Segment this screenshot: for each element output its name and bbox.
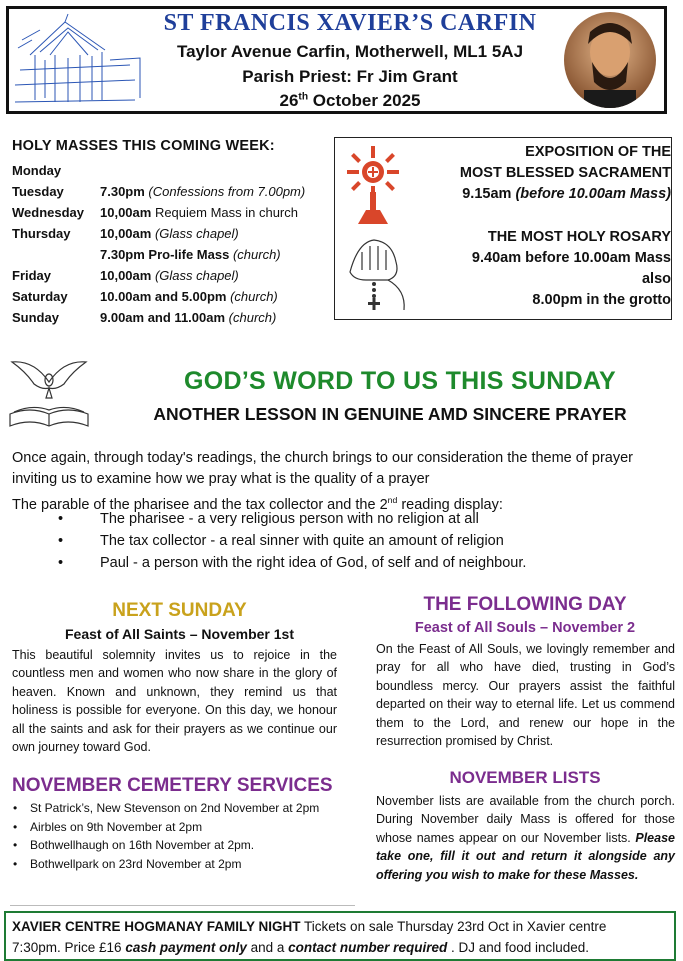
mass-row: [12, 289, 332, 309]
bullet-text: The pharisee - a very religious person with no religion at all: [100, 511, 479, 527]
divider: [10, 905, 355, 906]
next-sunday-text: This beautiful solemnity invites us to rejoice in the countless men and women who now share in the glory of heaven. Known and unknown, they remind us that holiness is possible for everyone. On this day, we honour all the saints and ask for their prayers as we continue our own journey toward God.: [12, 648, 337, 755]
mass-note: Requiem Mass in church: [154, 205, 298, 220]
following-day-subtitle: Feast of All Souls – November 2: [414, 620, 636, 636]
mass-day: Wednesday: [12, 205, 85, 220]
bullet-text: The tax collector - a real sinner with quite an amount of religion: [100, 533, 504, 549]
bulletin-date: [140, 91, 560, 111]
november-lists-text: [376, 792, 675, 884]
bullet-text: Paul - a person with the right idea of God, of self and of neighbour.: [100, 555, 527, 571]
bullet-dot: •: [58, 555, 64, 571]
exposition-line1: EXPOSITION OF THE: [525, 144, 671, 160]
mass-time: [100, 310, 276, 325]
mass-time: [100, 268, 239, 283]
mass-time: [100, 184, 305, 199]
bullet-dot: •: [58, 533, 64, 549]
mass-note: (Glass chapel): [154, 226, 239, 241]
parable-intro-end: reading display:: [397, 496, 503, 513]
parish-priest: Parish Priest: Fr Jim Grant: [242, 67, 458, 86]
mass-time-value: 7.30pm Pro-life Mass: [100, 247, 233, 262]
mass-time-value: 10,00am: [100, 205, 155, 220]
dove-bible-icon: [4, 352, 94, 434]
hogmanay-and: and a: [246, 940, 289, 955]
list-item: • Bothwellhaugh on 16th November at 2pm.: [12, 836, 352, 855]
hogmanay-price: 7:30pm. Price £16: [12, 940, 126, 955]
monstrance-icon: [344, 144, 402, 228]
mass-day: Tuesday: [12, 184, 64, 199]
exposition-time: [462, 186, 671, 202]
hogmanay-extras: . DJ and food included.: [447, 940, 590, 955]
exposition-time-note: (before 10.00am Mass): [515, 186, 671, 202]
mass-row: [12, 184, 332, 204]
saint-portrait: [564, 12, 656, 108]
parable-intro-sup: nd: [387, 495, 398, 505]
hogmanay-contact-required: contact number required: [288, 940, 448, 955]
mass-note: (Confessions from 7.00pm): [148, 184, 306, 199]
mass-time-value: 10.00am and 5.00pm: [100, 289, 231, 304]
mass-time-value: 10,00am: [100, 268, 155, 283]
mass-row: [12, 247, 332, 267]
next-sunday-title: NEXT SUNDAY: [112, 600, 247, 621]
church-title: ST FRANCIS XAVIER’S CARFIN: [163, 10, 537, 36]
mass-day: Saturday: [12, 289, 68, 304]
gods-word-subtitle: ANOTHER LESSON IN GENUINE AMD SINCERE PRAYER: [153, 404, 627, 424]
mass-row: [12, 310, 332, 330]
bullet-dot: •: [58, 511, 64, 527]
mass-day: Monday: [12, 163, 62, 178]
hogmanay-title: XAVIER CENTRE HOGMANAY FAMILY NIGHT: [12, 919, 301, 934]
hogmanay-cash-only: cash payment only: [125, 940, 247, 955]
hogmanay-notice: [4, 911, 676, 961]
mass-note: (church): [232, 247, 281, 262]
mass-time-value: 9.00am and 11.00am: [100, 310, 229, 325]
gods-word-title: GOD’S WORD TO US THIS SUNDAY: [183, 367, 617, 395]
list-item: • Bothwellpark on 23rd November at 2pm: [12, 855, 352, 874]
date-suffix: th: [298, 91, 309, 103]
hogmanay-tickets: Tickets on sale Thursday 23rd Oct in Xavier centre: [300, 919, 607, 934]
following-day-title: THE FOLLOWING DAY: [423, 594, 627, 615]
mass-row: [12, 226, 332, 246]
gods-word-paragraph: Once again, through today's readings, the church brings to our consideration the theme of prayer inviting us to examine how we pray what is the quality of a prayer: [12, 450, 634, 487]
parable-intro-start: The parable of the pharisee and the tax collector and the 2: [12, 496, 388, 513]
mass-time: [100, 205, 298, 220]
mass-time-value: 10,00am: [100, 226, 155, 241]
church-address: Taylor Avenue Carfin, Motherwell, ML1 5AJ: [176, 42, 524, 61]
mass-row: [12, 268, 332, 288]
cemetery-list: [12, 799, 352, 873]
mass-row: [12, 163, 332, 183]
list-item: • St Patrick’s, New Stevenson on 2nd November at 2pm: [12, 799, 352, 818]
exposition-time-value: 9.15am: [462, 186, 516, 202]
next-sunday-subtitle: Feast of All Saints – November 1st: [65, 626, 294, 642]
mass-time: [100, 289, 278, 304]
following-day-text: On the Feast of All Souls, we lovingly remember and pray for all who have died, trusting in God’s boundless mercy. Our prayers assist the faithful departed on their way to eternal life. Let us commend them to the Lord, and renew our hope in the resurrection promised by Christ.: [376, 642, 675, 749]
rosary-time: 9.40am before 10.00am Mass: [471, 250, 671, 266]
mass-day: Sunday: [12, 310, 59, 325]
mass-note: (church): [230, 289, 278, 304]
rosary-hands-icon: [344, 232, 410, 312]
date-day: 26: [279, 91, 299, 110]
mass-time: [100, 226, 239, 241]
mass-note: (church): [228, 310, 277, 325]
mass-day: Thursday: [12, 226, 71, 241]
mass-time-value: 7.30pm: [100, 184, 149, 199]
november-lists-body: November lists are available from the church porch. During November daily Mass is offered for those whose names appear on our November lists.: [376, 794, 675, 845]
november-lists-title: NOVEMBER LISTS: [449, 768, 601, 787]
mass-note: (Glass chapel): [154, 268, 239, 283]
rosary-also: also: [641, 271, 671, 287]
masses-heading: HOLY MASSES THIS COMING WEEK:: [12, 138, 275, 154]
rosary-title: THE MOST HOLY ROSARY: [487, 229, 671, 245]
saint-portrait-icon: [564, 12, 656, 108]
date-rest: October 2025: [308, 91, 421, 110]
mass-row: [12, 205, 332, 225]
rosary-grotto: 8.00pm in the grotto: [532, 292, 671, 308]
mass-day: Friday: [12, 268, 52, 283]
list-item: • Airbles on 9th November at 2pm: [12, 818, 352, 837]
exposition-line2: MOST BLESSED SACRAMENT: [459, 165, 671, 181]
november-lists-instruction: Please take one, fill it out and return it alongside any offering you wish to make for these Masses.: [376, 830, 675, 882]
cemetery-title: NOVEMBER CEMETERY SERVICES: [12, 775, 333, 796]
mass-time: [100, 247, 281, 262]
church-sketch-icon: [10, 10, 145, 110]
